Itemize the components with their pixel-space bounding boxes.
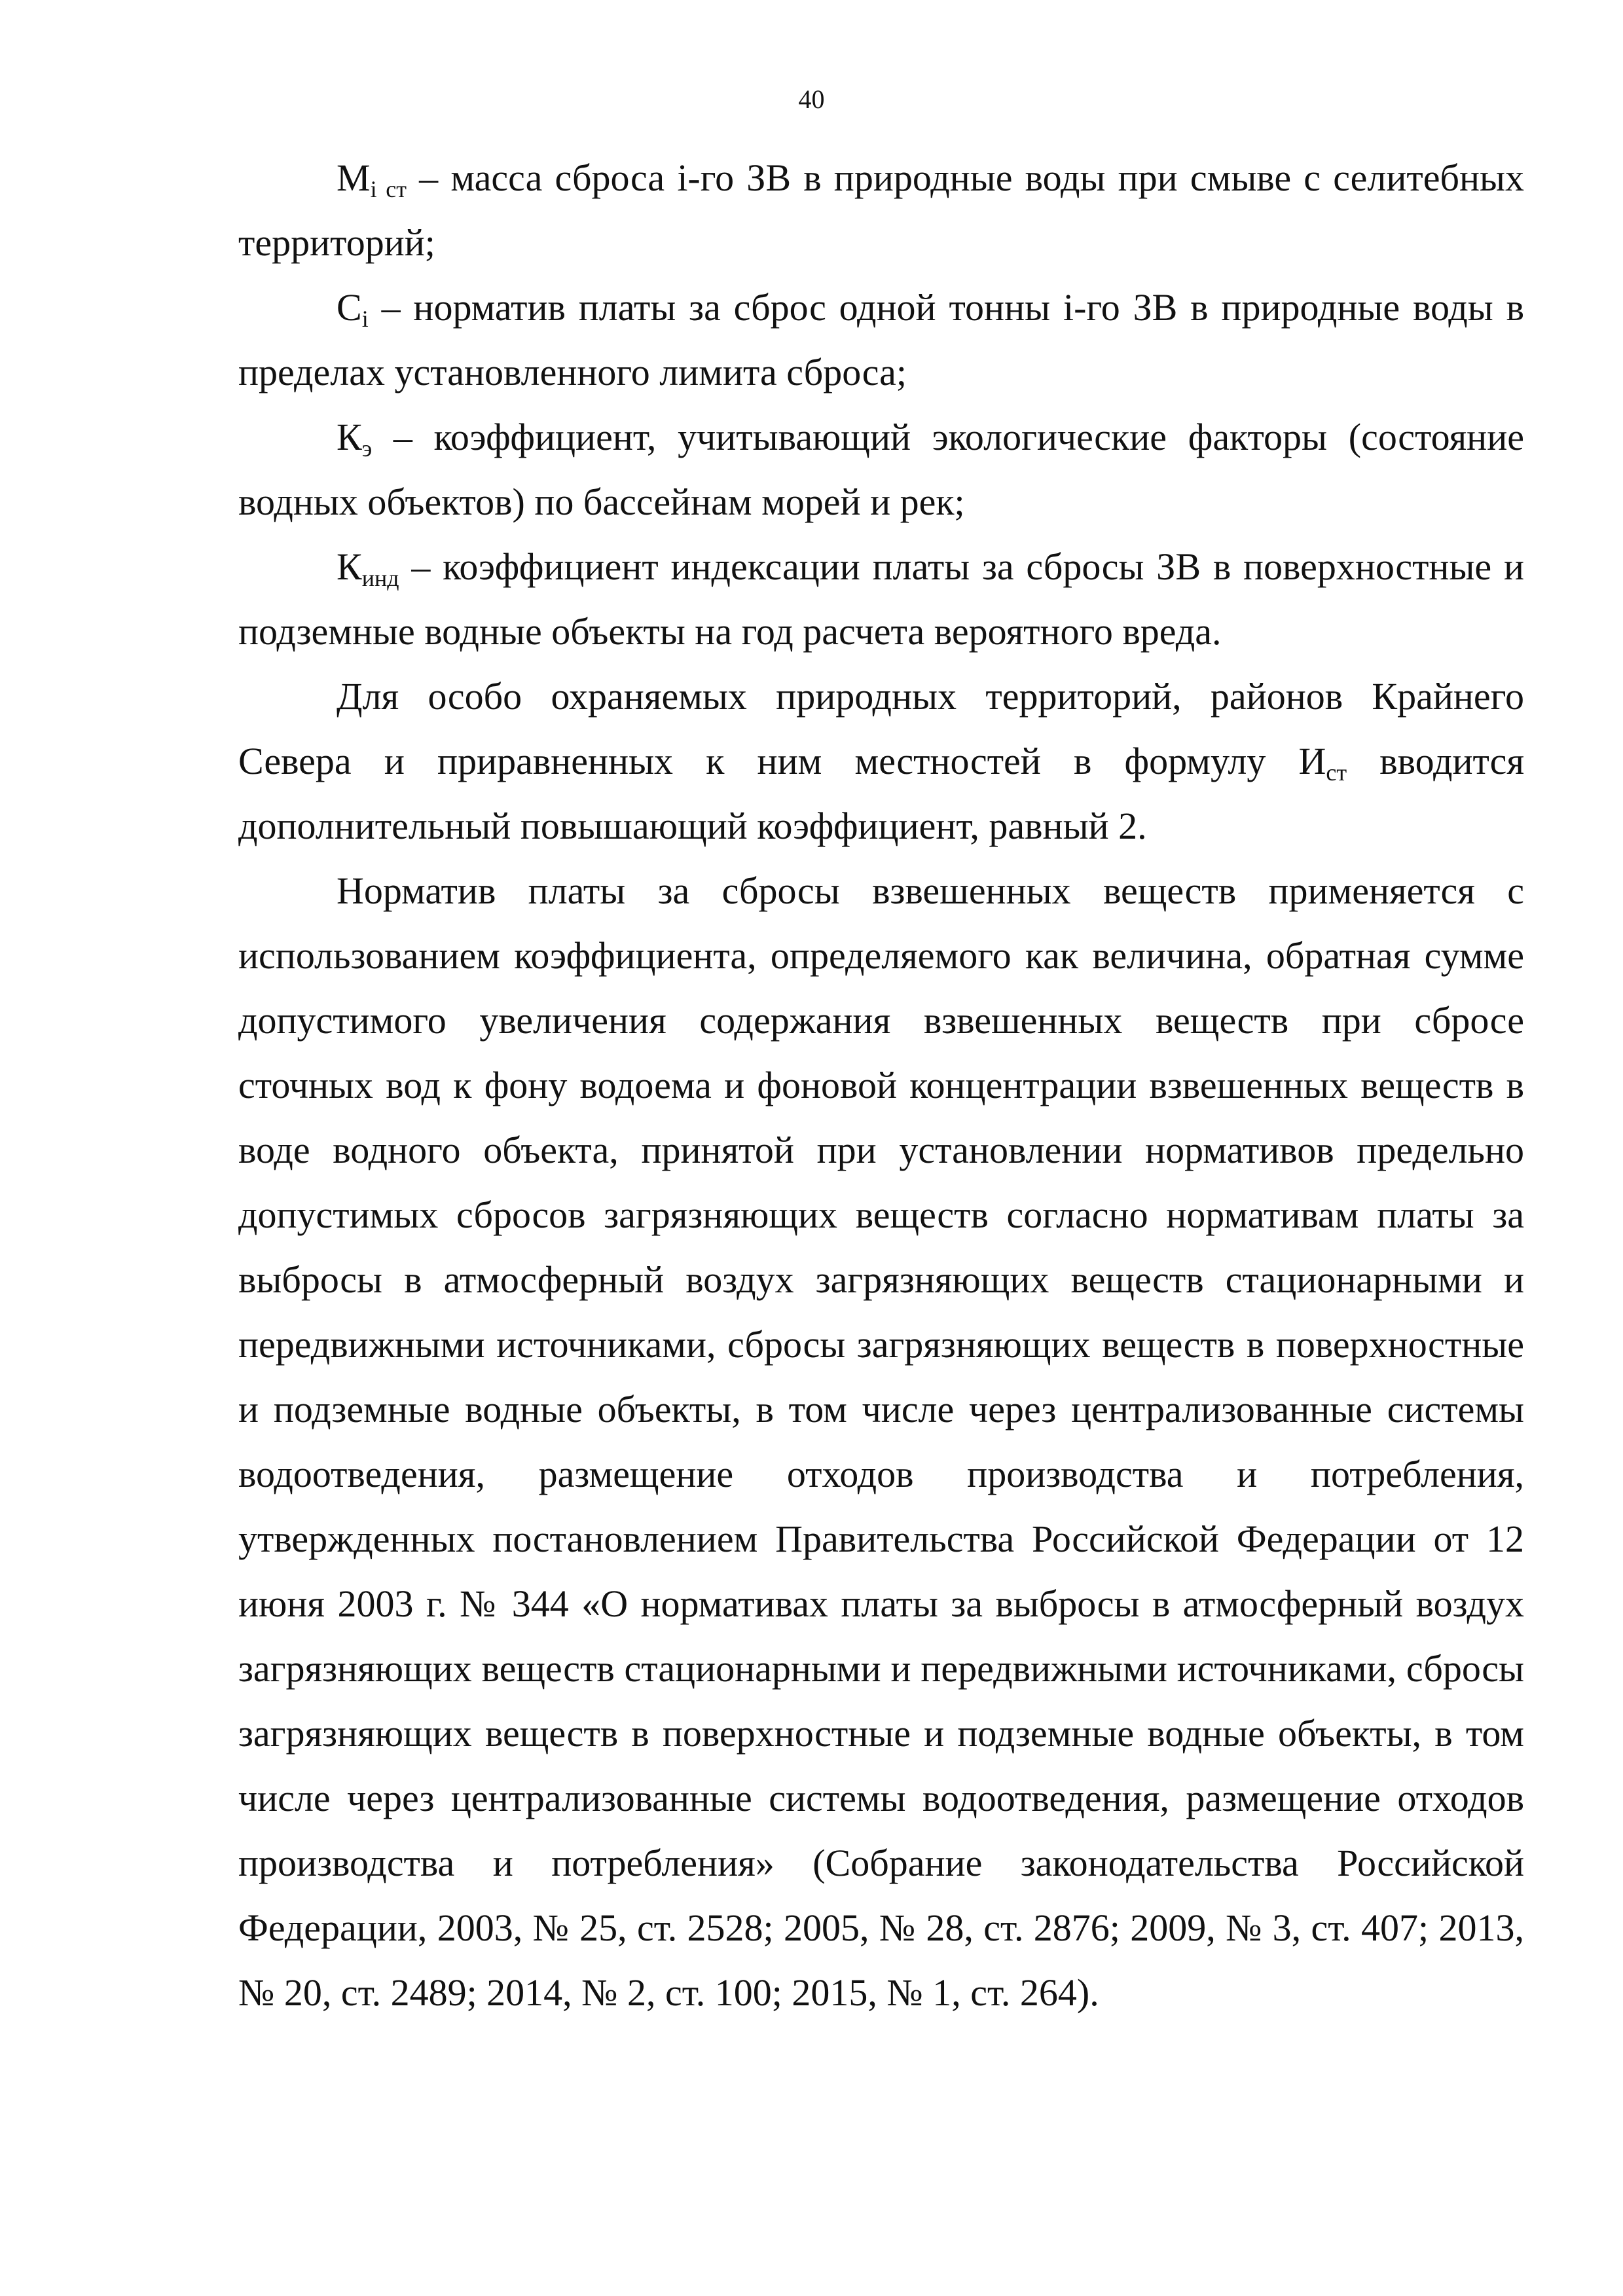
page-number: 40 xyxy=(798,84,825,114)
definition-text: – масса сброса i-го ЗВ в природные воды при смыве с селитебных территорий; xyxy=(238,156,1524,264)
symbol: К xyxy=(337,545,362,588)
paragraph-suspended-substances xyxy=(238,858,1524,2025)
definition-k-e xyxy=(238,405,1524,534)
definition-m-i-st xyxy=(238,145,1524,275)
subscript: э xyxy=(361,435,373,462)
definition-k-ind xyxy=(238,534,1524,664)
subscript: инд xyxy=(361,565,399,591)
subscript: ст xyxy=(1326,759,1347,786)
paragraph-text-before: Для особо охраняемых природных территорий, районов Крайнего Севера и приравненных к ним местностей в формулу И xyxy=(238,675,1524,782)
document-body xyxy=(238,145,1524,2025)
definition-text: – коэффициент, учитывающий экологические факторы (состояние водных объектов) по бассейнам морей и рек; xyxy=(238,416,1524,523)
symbol: M xyxy=(337,156,371,199)
paragraph-text-after: вводится дополнительный повышающий коэффициент, равный 2. xyxy=(238,740,1524,847)
subscript: i xyxy=(361,306,369,332)
definition-c-i xyxy=(238,275,1524,405)
definition-text: – норматив платы за сброс одной тонны i-го ЗВ в природные воды в пределах установленного лимита сброса; xyxy=(238,286,1524,393)
symbol: C xyxy=(337,286,362,329)
paragraph-text: Норматив платы за сбросы взвешенных веществ применяется с использованием коэффициента, определяемого как величина, обратная сумме допустимого увеличения содержания взвешенных веществ при сбросе сточных вод к фону водоема и фоновой концентрации взвешенных веществ в воде водного объекта, принятой при установлении нормативов предельно допустимых сбросов загрязняющих веществ согласно нормативам платы за выбросы в атмосферный воздух загрязняющих веществ стационарными и передвижными источниками, сбросы загрязняющих веществ в поверхностные и подземные водные объекты, в том числе через централизованные системы водоотведения, размещение отходов производства и потребления, утвержденных постановлением Правительства Российской Федерации от 12 июня 2003 г. № 344 «О нормативах платы за выбросы в атмосферный воздух загрязняющих веществ стационарными и передвижными источниками, сбросы загрязняющих веществ в поверхностные и подземные водные объекты, в том числе через централизованные системы водоотведения, размещение отходов производства и потребления» (Собрание законодательства Российской Федерации, 2003, № 25, ст. 2528; 2005, № 28, ст. 2876; 2009, № 3, ст. 407; 2013, № 20, ст. 2489; 2014, № 2, ст. 100; 2015, № 1, ст. 264). xyxy=(238,869,1524,2014)
definition-text: – коэффициент индексации платы за сбросы ЗВ в поверхностные и подземные водные объекты на год расчета вероятного вреда. xyxy=(238,545,1524,653)
subscript: i ст xyxy=(370,176,407,202)
paragraph-protected-territories xyxy=(238,664,1524,858)
symbol: К xyxy=(337,416,362,458)
